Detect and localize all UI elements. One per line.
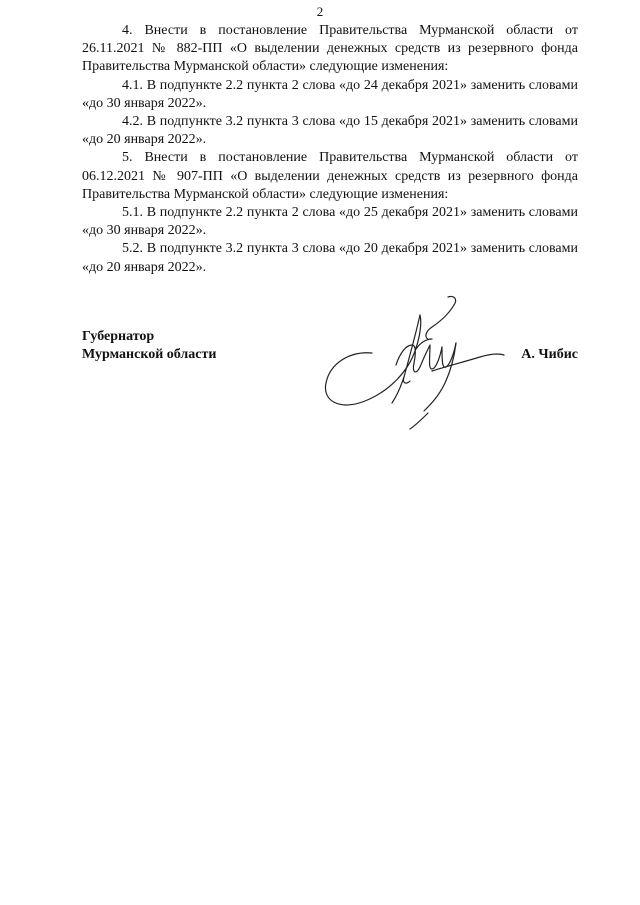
handwritten-signature-icon: [320, 293, 510, 433]
signer-position-line1: Губернатор: [82, 329, 155, 344]
signer-name: А. Чибис: [521, 347, 578, 362]
paragraph-4-2: 4.2. В подпункте 3.2 пункта 3 слова «до 15 декабря 2021» заменить словами «до 20 января 2022».: [82, 114, 578, 148]
signer-position-line2: Мурманской области: [82, 347, 217, 362]
paragraph-5-1: 5.1. В подпункте 2.2 пункта 2 слова «до 25 декабря 2021» заменить словами «до 30 января 2022».: [82, 205, 578, 239]
paragraph-5-2: 5.2. В подпункте 3.2 пункта 3 слова «до 20 декабря 2021» заменить словами «до 20 января 2022».: [82, 241, 578, 275]
paragraph-5: 5. Внести в постановление Правительства Мурманской области от 06.12.2021 № 907-ПП «О выделении денежных средств из резервного фонда Правительства Мурманской области» следующие изменения:: [82, 150, 578, 202]
paragraph-4: 4. Внести в постановление Правительства Мурманской области от 26.11.2021 № 882-ПП «О выделении денежных средств из резервного фонда Правительства Мурманской области» следующие изменения:: [82, 23, 578, 75]
signature-block: [82, 328, 578, 468]
signer-position: [82, 328, 216, 364]
document-body: [82, 22, 578, 277]
page-number: 2: [316, 4, 324, 19]
paragraph-4-1: 4.1. В подпункте 2.2 пункта 2 слова «до 24 декабря 2021» заменить словами «до 30 января 2022».: [82, 77, 578, 111]
